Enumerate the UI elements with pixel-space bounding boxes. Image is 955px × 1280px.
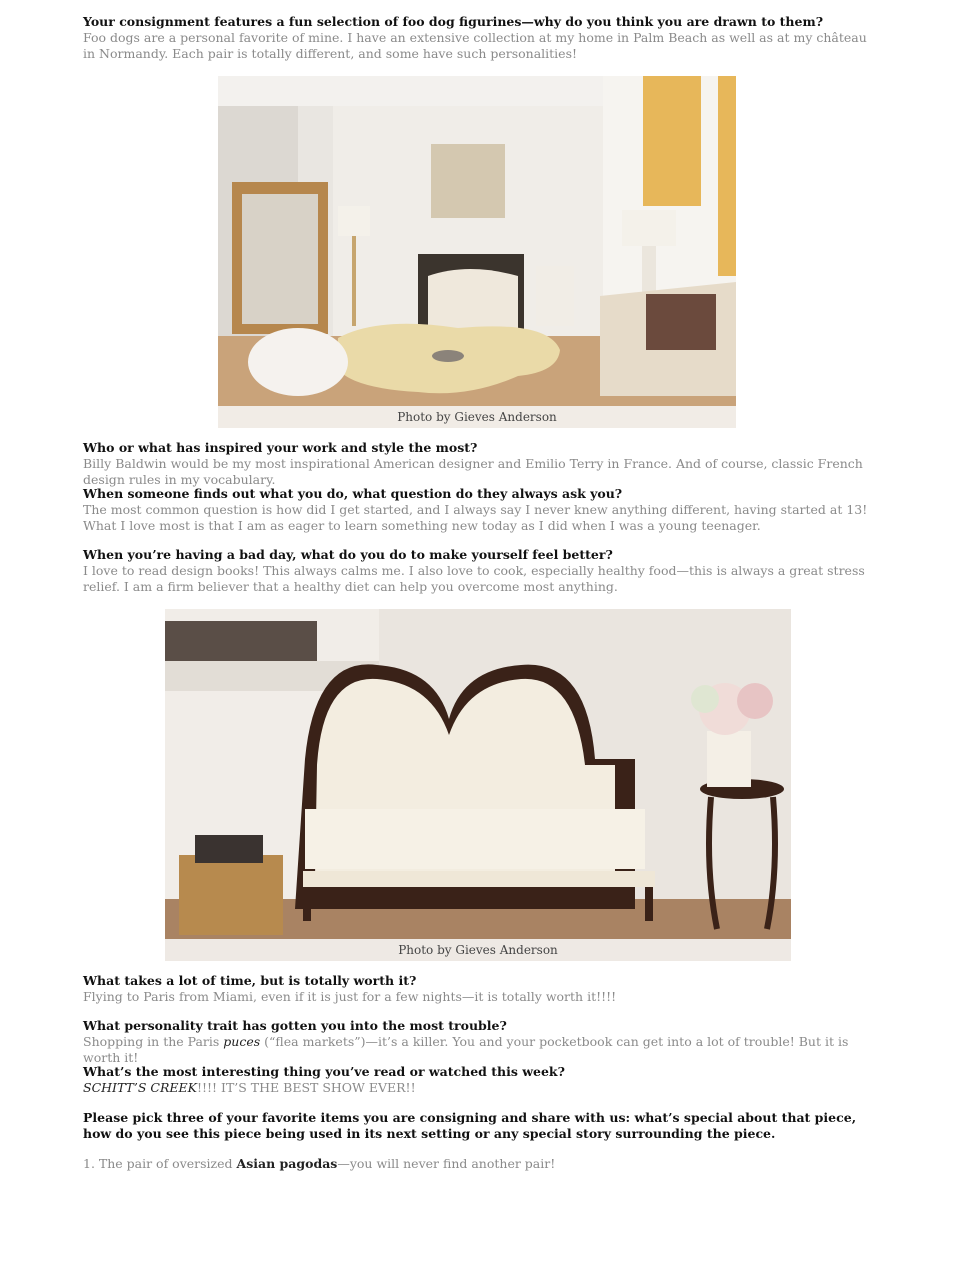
qa-block-favorite-items (83, 1110, 873, 1142)
list-item-prefix: 1. The pair of oversized (83, 1156, 237, 1171)
answer: I love to read design books! This always calms me. I also love to cook, especially healthy food—this is always a great stress relief. I am a firm believer that a healthy diet can help you overcome most anything. (83, 563, 865, 594)
list-item-highlight: Asian pagodas (236, 1156, 338, 1171)
photo-caption: Photo by Gieves Anderson (218, 406, 736, 428)
question: What’s the most interesting thing you’ve read or watched this week? (83, 1064, 565, 1079)
settee-image (165, 609, 791, 961)
answer: Billy Baldwin would be my most inspirational American designer and Emilio Terry in France. And of course, classic French design rules in my vocabulary. (83, 456, 863, 487)
list-item (83, 1156, 873, 1172)
favorite-item-1 (83, 1156, 873, 1172)
qa-block-common-question (83, 486, 873, 534)
answer-part: (“flea markets”)—it’s a killer. You and your pocketbook can get into a lot of trouble! But it is worth it! (83, 1034, 849, 1065)
living-room-image (218, 76, 736, 428)
answer-emphasis: puces (223, 1034, 261, 1049)
answer-part: Shopping in the Paris (83, 1034, 224, 1049)
qa-block-bad-day (83, 547, 873, 595)
qa-block-trouble (83, 1018, 873, 1066)
answer: Flying to Paris from Miami, even if it is just for a few nights—it is totally worth it!!!! (83, 989, 617, 1004)
question: When someone finds out what you do, what question do they always ask you? (83, 486, 623, 501)
photo-settee (165, 609, 791, 961)
question: What takes a lot of time, but is totally worth it? (83, 973, 417, 988)
qa-block-foo-dogs (83, 14, 873, 62)
show-title: SCHITT’S CREEK (83, 1080, 197, 1095)
question: Your consignment features a fun selection of foo dog figurines—why do you think you are drawn to them? (83, 14, 824, 29)
photo-caption: Photo by Gieves Anderson (165, 939, 791, 961)
answer-part: !!!! IT’S THE BEST SHOW EVER!! (196, 1080, 416, 1095)
answer: The most common question is how did I get started, and I always say I never knew anything different, having started at 13! What I love most is that I am as eager to learn something new today as I did when I was a young teenager. (83, 502, 868, 533)
question: When you’re having a bad day, what do you do to make yourself feel better? (83, 547, 613, 562)
qa-block-worth-it (83, 973, 873, 1005)
answer (83, 1080, 873, 1096)
photo-living-room (218, 76, 736, 428)
question: Who or what has inspired your work and style the most? (83, 440, 478, 455)
question: What personality trait has gotten you into the most trouble? (83, 1018, 507, 1033)
qa-block-watched (83, 1064, 873, 1096)
qa-block-inspiration (83, 440, 873, 488)
answer: Foo dogs are a personal favorite of mine. I have an extensive collection at my home in Palm Beach as well as at my château in Normandy. Each pair is totally different, and some have such personalities! (83, 30, 867, 61)
answer (83, 1034, 873, 1066)
question: Please pick three of your favorite items you are consigning and share with us: what’s special about that piece, how do you see this piece being used in its next setting or any special story surrounding the piece. (83, 1110, 857, 1141)
list-item-rest: —you will never find another pair! (337, 1156, 556, 1171)
